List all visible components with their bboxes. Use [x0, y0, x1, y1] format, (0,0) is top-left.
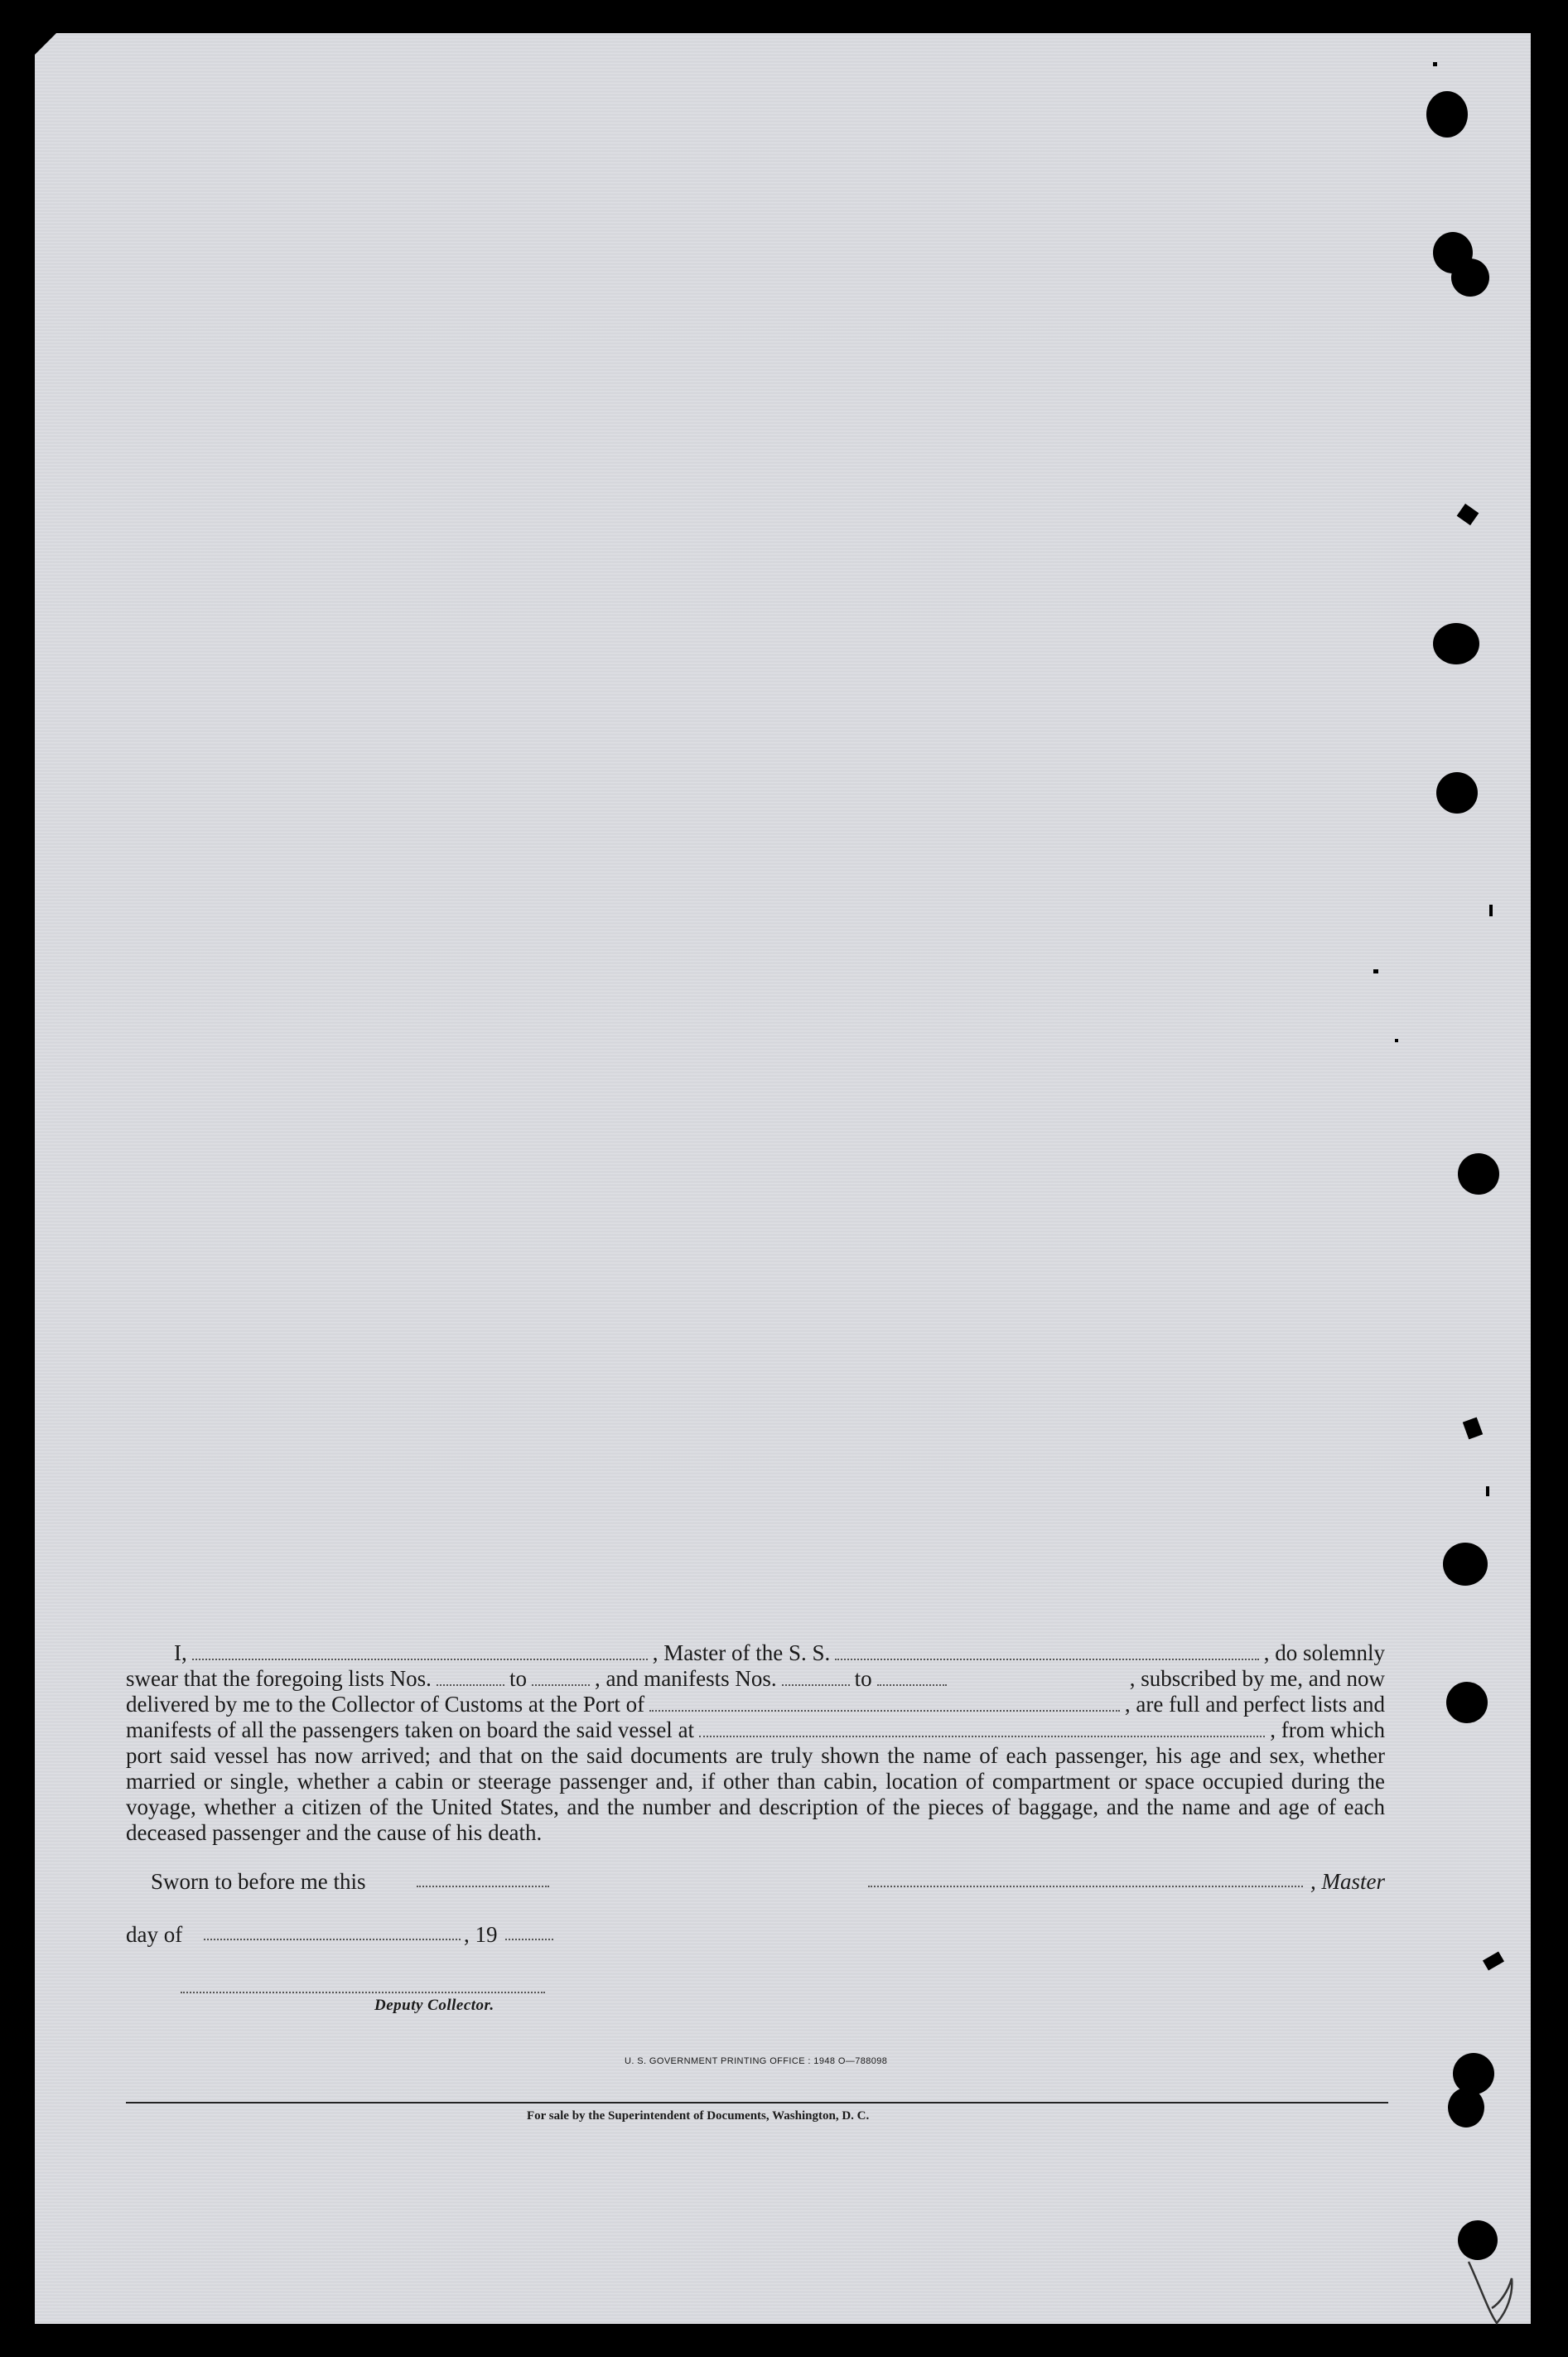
date-row — [126, 1922, 557, 1955]
punch-hole — [1446, 1682, 1488, 1723]
speck — [1395, 1039, 1398, 1042]
oath-line-1 — [126, 1640, 1385, 1666]
speck — [1486, 1486, 1489, 1496]
for-sale-note: For sale by the Superintendent of Documents, Washington, D. C. — [527, 2109, 870, 2123]
sworn-row — [126, 1869, 1385, 1902]
pencil-mark-icon — [1464, 2253, 1522, 2328]
oath-paragraph — [126, 1640, 1385, 1846]
port-field[interactable] — [649, 1693, 1120, 1712]
master-signature-field[interactable] — [868, 1869, 1303, 1887]
printing-office-note: U. S. GOVERNMENT PRINTING OFFICE : 1948 O—788098 — [625, 2056, 888, 2066]
oath-text: manifests of all the passengers taken on board the said vessel at — [126, 1717, 695, 1742]
oath-text: to — [854, 1666, 872, 1691]
year-prefix: , 19 — [464, 1922, 498, 1947]
speck — [1463, 1418, 1483, 1440]
lists-from-field[interactable] — [437, 1668, 504, 1686]
oath-text: delivered by me to the Collector of Customs at the Port of — [126, 1692, 645, 1717]
oath-line-2 — [126, 1666, 1385, 1692]
punch-hole — [1436, 772, 1478, 814]
day-of-label: day of — [126, 1922, 183, 1947]
manifests-from-field[interactable] — [782, 1668, 850, 1686]
oath-text: swear that the foregoing lists Nos. — [126, 1666, 432, 1691]
manifests-to-field[interactable] — [877, 1668, 947, 1686]
sworn-day-field[interactable] — [417, 1869, 549, 1887]
footer-rule — [126, 2102, 1388, 2103]
punch-hole — [1458, 1153, 1499, 1195]
oath-text: , do solemnly — [1263, 1640, 1385, 1665]
oath-body: port said vessel has now arrived; and that on the said documents are truly shown the name of each passenger, his age and sex, whether married or single, whether a cabin or steerage passenger and, if other than cabin, location of compartment or space occupied during the voyage, whether a citizen of the United States, and the number and description of the pieces of baggage, and the name and age of each deceased passenger and the cause of his death. — [126, 1743, 1385, 1845]
month-field[interactable] — [204, 1922, 461, 1940]
oath-line-4 — [126, 1717, 1385, 1743]
sworn-label: Sworn to before me this — [151, 1869, 366, 1894]
punch-hole — [1443, 1543, 1488, 1586]
punch-hole — [1426, 91, 1468, 138]
departure-port-field[interactable] — [699, 1719, 1265, 1737]
oath-line-3 — [126, 1692, 1385, 1717]
form-page — [35, 33, 1531, 2324]
speck — [1373, 969, 1378, 973]
oath-text: , Master of the S. S. — [652, 1640, 831, 1665]
speck — [1457, 504, 1479, 525]
deputy-signature-field[interactable] — [181, 1992, 545, 1993]
lists-to-field[interactable] — [532, 1668, 590, 1686]
page-corner-notch — [35, 33, 56, 55]
deputy-collector-label: Deputy Collector. — [374, 1997, 495, 2014]
year-field[interactable] — [505, 1922, 553, 1940]
speck — [1483, 1951, 1504, 1970]
punch-hole — [1433, 623, 1479, 664]
master-name-field[interactable] — [192, 1642, 648, 1660]
oath-text: , subscribed by me, and now — [1129, 1666, 1385, 1691]
oath-text: , from which — [1270, 1717, 1385, 1742]
punch-hole — [1448, 2088, 1484, 2128]
oath-text: I, — [174, 1640, 187, 1665]
speck — [1433, 62, 1437, 66]
oath-text: , are full and perfect lists and — [1124, 1692, 1385, 1717]
speck — [1489, 905, 1493, 916]
oath-text: to — [509, 1666, 527, 1691]
oath-text: , and manifests Nos. — [594, 1666, 777, 1691]
master-label: , Master — [1310, 1869, 1385, 1894]
punch-hole — [1451, 258, 1489, 297]
ship-name-field[interactable] — [835, 1642, 1259, 1660]
